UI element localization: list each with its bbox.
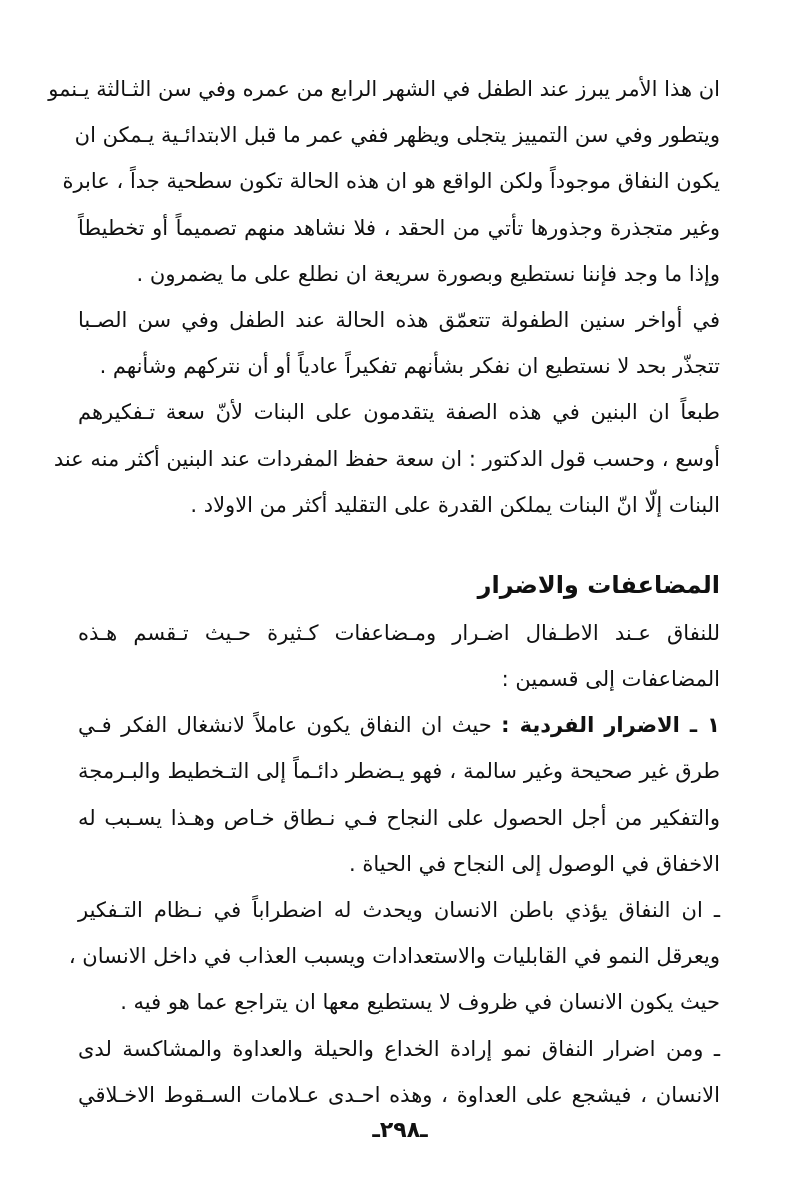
- page-number: ـ٢٩٨ـ: [372, 1118, 428, 1143]
- text-line: الاخفاق في الوصول إلى النجاح في الحياة .: [349, 851, 720, 876]
- text-line: وإذا ما وجد فإننا نستطيع وبصورة سريعة ان نطلع على ما يضمرون .: [136, 261, 720, 286]
- paragraph-3: [53, 389, 720, 528]
- text-line: المضاعفات إلى قسمين :: [501, 667, 720, 692]
- page-body: [48, 66, 720, 1118]
- text-line: ـ ان النفاق يؤذي باطن الانسان ويحدث له اضطراباً في نـظام التـفكير: [78, 898, 720, 922]
- text-line: يكون النفاق موجوداً ولكن الواقع هو ان هذه الحالة تكون سطحية جداً ، عابرة: [62, 169, 720, 194]
- paragraph-1: [48, 66, 720, 297]
- text-line: [78, 702, 720, 748]
- section-spacer: [78, 528, 720, 560]
- paragraph-5: [68, 887, 720, 1026]
- section-heading: المضاعفات والاضرار: [477, 570, 720, 599]
- item-lead: ١ ـ الاضرار الفردية :: [501, 713, 720, 738]
- text-line: وغير متجذرة وجذورها تأتي من الحقد ، فلا نشاهد منهم تصميماً أو تخطيطاً: [78, 215, 720, 240]
- text-line: طرق غير صحيحة وغير سالمة ، فهو يـضطر دائـماً إلى التـخطيط والبـرمجة: [78, 759, 720, 784]
- text-line: تتجذّر بحد لا نستطيع ان نفكر بشأنهم تفكيراً عادياً أو أن نتركهم وشأنهم .: [99, 354, 720, 379]
- text-line: أوسع ، وحسب قول الدكتور : ان سعة حفظ المفردات عند البنين أكثر منه عند: [53, 446, 720, 471]
- text-line: البنات إلّا انّ البنات يملكن القدرة على التقليد أكثر من الاولاد .: [190, 492, 720, 517]
- text-line: طبعاً ان البنين في هذه الصفة يتقدمون على البنات لأنّ سعة تـفكيرهم: [78, 400, 720, 425]
- text-line: في أواخر سنين الطفولة تتعمّق هذه الحالة عند الطفل وفي سن الصـبا: [78, 307, 720, 332]
- text-line: الانسان ، فيشجع على العداوة ، وهذه احـدى عـلامات السـقوط الاخـلاقي: [78, 1082, 720, 1107]
- text-line: والتفكير من أجل الحصول على النجاح فـي نـطاق خـاص وهـذا يسـبب له: [78, 805, 720, 830]
- text-line: ويعرقل النمو في القابليات والاستعدادات ويسبب العذاب في داخل الانسان ،: [68, 944, 720, 969]
- list-item-individual-harms: [78, 702, 720, 887]
- paragraph-4: [78, 610, 720, 702]
- text-line: ويتطور وفي سن التمييز يتجلى ويظهر ففي عمر ما قبل الابتدائـية يـمكن ان: [74, 123, 720, 148]
- paragraph-2: [78, 297, 720, 389]
- text-line: حيث يكون الانسان في ظروف لا يستطيع معها ان يتراجع عما هو فيه .: [120, 990, 720, 1015]
- item-text: حيث ان النفاق يكون عاملاً لانشغال الفكر فـي: [78, 713, 502, 738]
- text-line: ان هذا الأمر يبرز عند الطفل في الشهر الرابع من عمره وفي سن الثـالثة يـنمو: [48, 77, 720, 101]
- paragraph-6: [78, 1026, 720, 1118]
- text-line: للنفاق عـند الاطـفال اضـرار ومـضاعفات كـثيرة حـيث تـقسم هـذه: [78, 620, 720, 645]
- text-line: ـ ومن اضرار النفاق نمو إرادة الخداع والحيلة والعداوة والمشاكسة لدى: [78, 1036, 720, 1061]
